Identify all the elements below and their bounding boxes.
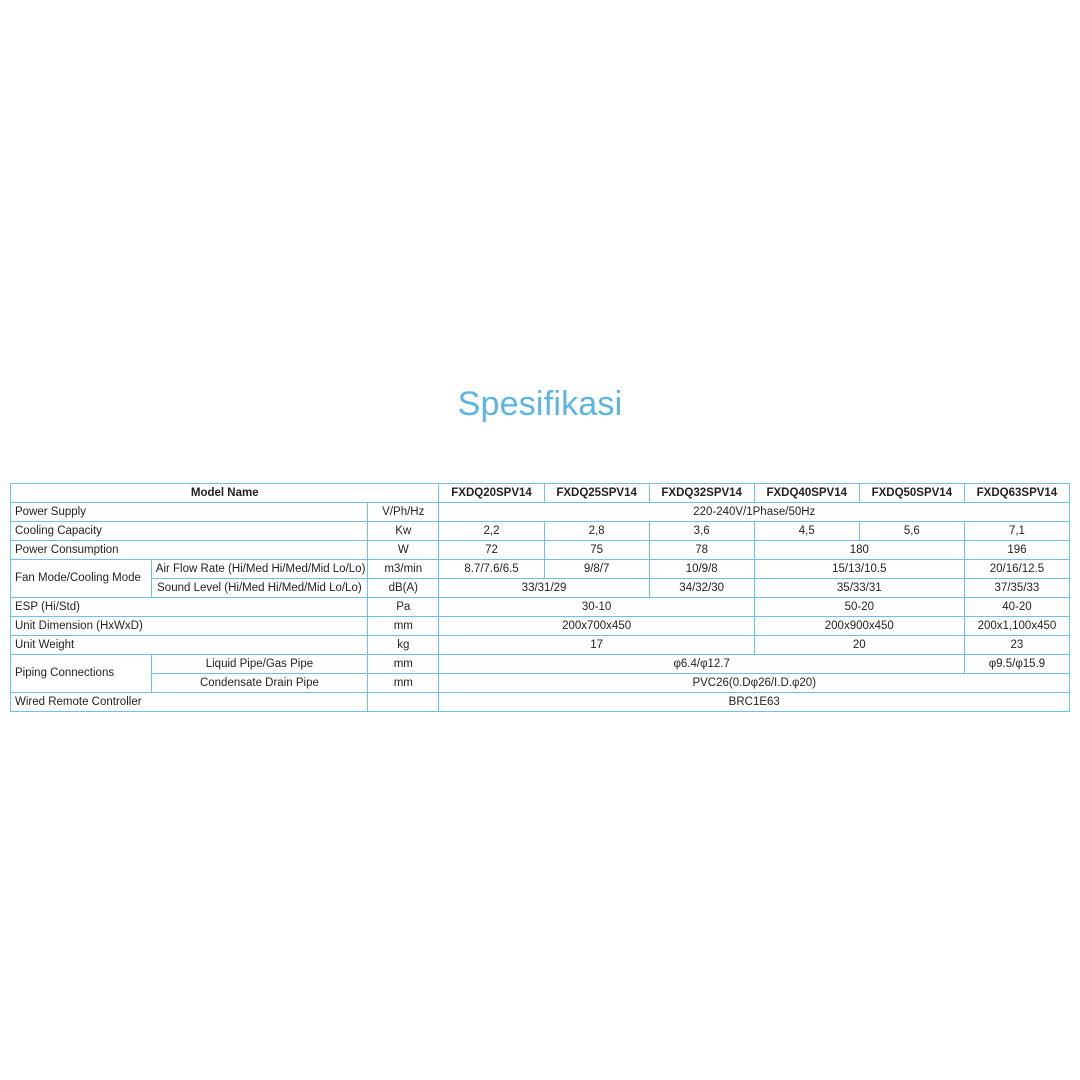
row-value: φ6.4/φ12.7 <box>439 655 964 674</box>
row-value: 23 <box>964 636 1069 655</box>
table-header <box>11 484 1070 503</box>
header-model-3: FXDQ40SPV14 <box>754 484 859 503</box>
row-value: BRC1E63 <box>439 693 1070 712</box>
row-value: 4,5 <box>754 522 859 541</box>
row-label: ESP (Hi/Std) <box>11 598 368 617</box>
row-label: Fan Mode/Cooling Mode <box>11 560 152 598</box>
row-label: Unit Dimension (HxWxD) <box>11 617 368 636</box>
row-unit: dB(A) <box>368 579 439 598</box>
row-value: 30-10 <box>439 598 754 617</box>
row-value: 20/16/12.5 <box>964 560 1069 579</box>
specification-table-container <box>10 483 1070 712</box>
row-unit: W <box>368 541 439 560</box>
row-value: 200x700x450 <box>439 617 754 636</box>
row-sublabel: Air Flow Rate (Hi/Med Hi/Med/Mid Lo/Lo) <box>151 560 367 579</box>
table-row <box>11 579 1070 598</box>
row-value: 37/35/33 <box>964 579 1069 598</box>
row-value: 78 <box>649 541 754 560</box>
page-title: Spesifikasi <box>457 385 623 423</box>
table-body <box>11 503 1070 712</box>
table-row <box>11 636 1070 655</box>
row-value: 2,2 <box>439 522 544 541</box>
table-row <box>11 655 1070 674</box>
row-sublabel: Sound Level (Hi/Med Hi/Med/Mid Lo/Lo) <box>151 579 367 598</box>
row-value: 72 <box>439 541 544 560</box>
row-label: Piping Connections <box>11 655 152 693</box>
header-model-1: FXDQ25SPV14 <box>544 484 649 503</box>
row-value: PVC26(0.Dφ26/I.D.φ20) <box>439 674 1070 693</box>
row-value: 10/9/8 <box>649 560 754 579</box>
row-value: 33/31/29 <box>439 579 649 598</box>
row-value: 3,6 <box>649 522 754 541</box>
row-unit: mm <box>368 674 439 693</box>
row-value: 196 <box>964 541 1069 560</box>
row-label: Power Supply <box>11 503 368 522</box>
row-value: 200x1,100x450 <box>964 617 1069 636</box>
row-sublabel: Condensate Drain Pipe <box>151 674 367 693</box>
row-value: 8.7/7.6/6.5 <box>439 560 544 579</box>
row-value: 50-20 <box>754 598 964 617</box>
row-sublabel: Liquid Pipe/Gas Pipe <box>151 655 367 674</box>
row-value: 5,6 <box>859 522 964 541</box>
row-value: 7,1 <box>964 522 1069 541</box>
row-unit: V/Ph/Hz <box>368 503 439 522</box>
header-model-4: FXDQ50SPV14 <box>859 484 964 503</box>
row-unit: mm <box>368 617 439 636</box>
row-label: Wired Remote Controller <box>11 693 368 712</box>
row-value: 2,8 <box>544 522 649 541</box>
row-value: 75 <box>544 541 649 560</box>
table-header-row <box>11 484 1070 503</box>
row-value: 35/33/31 <box>754 579 964 598</box>
table-row <box>11 541 1070 560</box>
row-value: 34/32/30 <box>649 579 754 598</box>
row-value: 20 <box>754 636 964 655</box>
row-value: φ9.5/φ15.9 <box>964 655 1069 674</box>
row-value: 220-240V/1Phase/50Hz <box>439 503 1070 522</box>
row-unit: mm <box>368 655 439 674</box>
row-value: 15/13/10.5 <box>754 560 964 579</box>
header-model-name: Model Name <box>11 484 439 503</box>
row-unit: Pa <box>368 598 439 617</box>
table-row <box>11 674 1070 693</box>
header-model-2: FXDQ32SPV14 <box>649 484 754 503</box>
table-row <box>11 560 1070 579</box>
row-unit: kg <box>368 636 439 655</box>
row-value: 200x900x450 <box>754 617 964 636</box>
row-value: 17 <box>439 636 754 655</box>
header-model-0: FXDQ20SPV14 <box>439 484 544 503</box>
row-unit: m3/min <box>368 560 439 579</box>
table-row <box>11 503 1070 522</box>
header-model-5: FXDQ63SPV14 <box>964 484 1069 503</box>
row-unit <box>368 693 439 712</box>
row-value: 180 <box>754 541 964 560</box>
table-row <box>11 598 1070 617</box>
row-value: 9/8/7 <box>544 560 649 579</box>
row-value: 40-20 <box>964 598 1069 617</box>
row-label: Power Consumption <box>11 541 368 560</box>
table-row <box>11 617 1070 636</box>
row-label: Cooling Capacity <box>11 522 368 541</box>
specification-table <box>10 483 1070 712</box>
table-row <box>11 522 1070 541</box>
row-label: Unit Weight <box>11 636 368 655</box>
table-row <box>11 693 1070 712</box>
row-unit: Kw <box>368 522 439 541</box>
